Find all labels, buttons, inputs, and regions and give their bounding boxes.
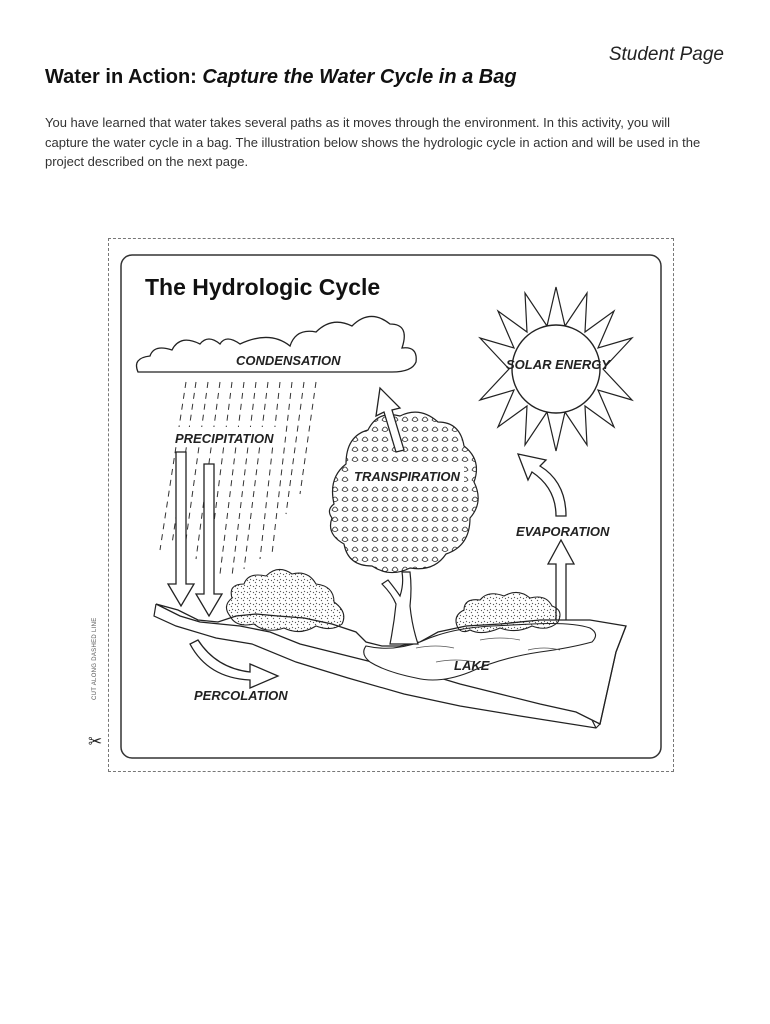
title-plain: Water in Action: (45, 66, 203, 88)
label-precipitation: PRECIPITATION (175, 431, 274, 446)
label-lake: LAKE (454, 658, 490, 673)
cut-instruction: CUT ALONG DASHED LINE (92, 617, 98, 700)
title-italic: Capture the Water Cycle in a Bag (202, 66, 517, 88)
hydrologic-cycle-illustration (120, 254, 662, 759)
label-transpiration: TRANSPIRATION (354, 469, 460, 484)
student-page-label: Student Page (608, 44, 724, 65)
diagram-title: The Hydrologic Cycle (145, 274, 381, 300)
scissors-icon: ✂ (88, 732, 103, 751)
page-title (45, 66, 517, 89)
label-evaporation: EVAPORATION (516, 524, 610, 539)
label-condensation: CONDENSATION (236, 353, 341, 368)
label-percolation: PERCOLATION (194, 688, 288, 703)
intro-paragraph: You have learned that water takes several paths as it moves through the environment. In this activity, you will capture the water cycle in a bag. The illustration below shows the hydrologic cycle in action and will be used in the project described on the next page. (45, 115, 701, 169)
label-solar-energy: SOLAR ENERGY (506, 357, 611, 372)
